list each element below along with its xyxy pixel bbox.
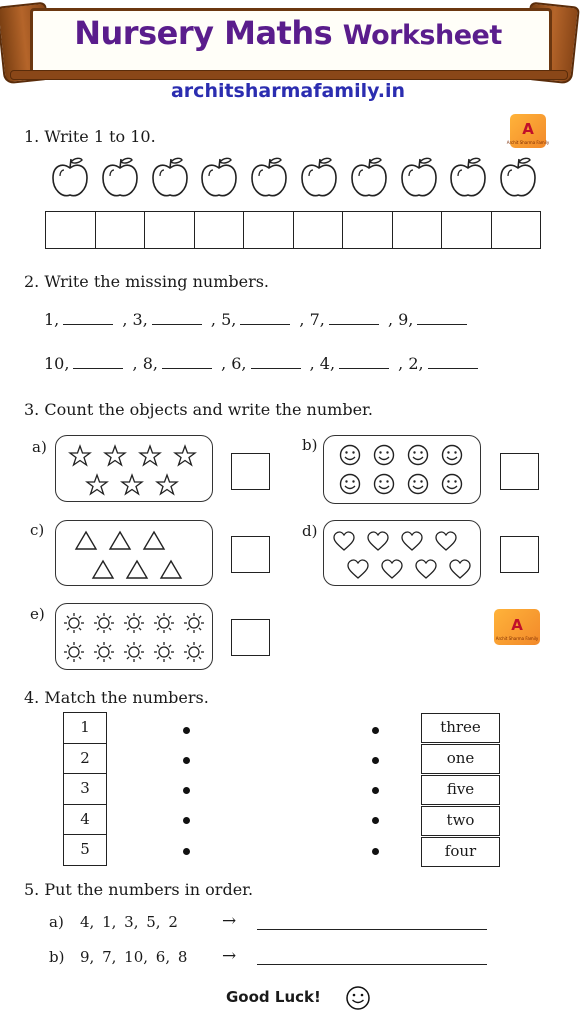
- match-dot[interactable]: [372, 817, 379, 824]
- star-icon: [139, 445, 161, 467]
- number-box[interactable]: [492, 212, 541, 248]
- blank-line: [417, 312, 467, 325]
- title-small: Worksheet: [342, 20, 502, 51]
- seq-number: , 2,: [398, 354, 424, 373]
- seq-number: , 6,: [221, 354, 247, 373]
- match-dot[interactable]: [183, 848, 190, 855]
- star-icon: [121, 474, 143, 496]
- seq-number: , 7,: [299, 310, 325, 329]
- blank-line: [240, 312, 290, 325]
- svg-text:A: A: [511, 616, 523, 634]
- sequence-row-1: [44, 310, 471, 329]
- heart-icon: [347, 559, 369, 581]
- smiley-icon: [339, 444, 361, 466]
- number-cell: 2: [64, 744, 106, 775]
- star-icon: [156, 474, 178, 496]
- answer-box-e[interactable]: [231, 619, 270, 656]
- smiley-icon: [407, 444, 429, 466]
- apple-icon: [150, 156, 190, 200]
- apple-icon: [448, 156, 488, 200]
- answer-box-d[interactable]: [500, 536, 539, 573]
- answer-line-a[interactable]: [257, 929, 487, 930]
- brand-logo-icon: [494, 609, 540, 645]
- sun-icon: [123, 612, 145, 634]
- sun-icon: [93, 612, 115, 634]
- heart-icon: [333, 531, 355, 553]
- smiley-icon: [407, 473, 429, 495]
- match-dot[interactable]: [372, 848, 379, 855]
- match-dot[interactable]: [183, 757, 190, 764]
- apple-icon: [199, 156, 239, 200]
- order-b-label: b): [49, 948, 65, 966]
- match-dot[interactable]: [372, 727, 379, 734]
- blank-line: [63, 312, 113, 325]
- apple-icon: [249, 156, 289, 200]
- item-b-label: b): [302, 436, 318, 454]
- star-icon: [104, 445, 126, 467]
- arrow-icon: →: [222, 911, 237, 931]
- seq-number: , 5,: [210, 310, 237, 329]
- apple-icon: [498, 156, 538, 200]
- website-link[interactable]: architsharmafamily.in: [170, 80, 406, 102]
- match-dot[interactable]: [183, 817, 190, 824]
- item-c-label: c): [30, 521, 45, 539]
- smiley-icon: [373, 444, 395, 466]
- sequence-row-2: [44, 354, 482, 373]
- triangle-icon: [160, 559, 182, 581]
- item-a-label: a): [32, 438, 47, 456]
- sun-icon: [63, 641, 85, 663]
- triangle-icon: [143, 530, 165, 552]
- blank-line: [329, 312, 379, 325]
- apple-icon: [50, 156, 90, 200]
- smiley-icon: [339, 473, 361, 495]
- star-icon: [174, 445, 196, 467]
- number-cell: 1: [64, 713, 106, 744]
- blank-line: [73, 356, 123, 369]
- number-box[interactable]: [244, 212, 294, 248]
- brand-logo-icon: [506, 114, 550, 148]
- answer-line-b[interactable]: [257, 964, 487, 965]
- sun-icon: [183, 641, 205, 663]
- order-a-label: a): [49, 913, 64, 931]
- svg-text:A: A: [522, 120, 534, 138]
- smiley-icon: [441, 444, 463, 466]
- number-box[interactable]: [96, 212, 146, 248]
- item-d-label: d): [302, 522, 318, 540]
- heart-icon: [381, 559, 403, 581]
- smiley-icon: [345, 985, 371, 1011]
- question-3-title: 3. Count the objects and write the number.: [24, 400, 374, 419]
- seq-number: 10,: [44, 354, 70, 373]
- match-dot[interactable]: [183, 727, 190, 734]
- number-box[interactable]: [294, 212, 344, 248]
- order-a-sequence: 4, 1, 3, 5, 2: [80, 913, 178, 931]
- match-dot[interactable]: [372, 787, 379, 794]
- sun-icon: [63, 612, 85, 634]
- number-box[interactable]: [393, 212, 443, 248]
- number-cell: 5: [80, 840, 90, 858]
- order-b-sequence: 9, 7, 10, 6, 8: [80, 948, 188, 966]
- match-dot[interactable]: [372, 757, 379, 764]
- seq-number: , 4,: [309, 354, 336, 373]
- title-main: Nursery Maths: [74, 14, 333, 52]
- number-box[interactable]: [145, 212, 195, 248]
- blank-line: [339, 356, 389, 369]
- good-luck-text: Good Luck!: [226, 988, 321, 1006]
- heart-icon: [449, 559, 471, 581]
- question-4-title: 4. Match the numbers.: [24, 688, 209, 707]
- number-cell: 3: [64, 774, 106, 805]
- seq-number: 1,: [44, 310, 60, 329]
- apple-icon: [349, 156, 389, 200]
- answer-box-row: [45, 211, 541, 249]
- word-cell: five: [421, 775, 500, 805]
- sun-icon: [123, 641, 145, 663]
- question-2-title: 2. Write the missing numbers.: [24, 272, 270, 291]
- arrow-icon: →: [222, 946, 237, 966]
- page-title: [30, 14, 546, 52]
- smiley-icon: [441, 473, 463, 495]
- blank-line: [162, 356, 212, 369]
- smiley-icon: [373, 473, 395, 495]
- blank-line: [251, 356, 301, 369]
- triangle-icon: [126, 559, 148, 581]
- number-cell: 4: [64, 805, 106, 836]
- answer-box-b[interactable]: [500, 453, 539, 490]
- triangle-icon: [92, 559, 114, 581]
- word-cell: four: [421, 837, 500, 867]
- banner-beam: [10, 70, 568, 80]
- answer-box-a[interactable]: [231, 453, 270, 490]
- svg-text:Archit Sharma Family: Archit Sharma Family: [495, 636, 539, 641]
- star-icon: [69, 445, 91, 467]
- match-dot[interactable]: [183, 787, 190, 794]
- heart-icon: [435, 531, 457, 553]
- number-box[interactable]: [195, 212, 245, 248]
- triangle-icon: [75, 530, 97, 552]
- word-table: [421, 713, 500, 868]
- heart-icon: [367, 531, 389, 553]
- star-icon: [86, 474, 108, 496]
- seq-number: , 9,: [387, 310, 414, 329]
- triangle-icon: [109, 530, 131, 552]
- question-5-title: 5. Put the numbers in order.: [24, 880, 254, 899]
- sun-icon: [153, 641, 175, 663]
- word-cell: one: [421, 744, 500, 774]
- apple-icon: [399, 156, 439, 200]
- blank-line: [428, 356, 478, 369]
- sun-icon: [93, 641, 115, 663]
- question-1-title: 1. Write 1 to 10.: [24, 127, 156, 146]
- seq-number: , 8,: [132, 354, 158, 373]
- apple-icon: [100, 156, 140, 200]
- item-e-label: e): [30, 605, 45, 623]
- heart-icon: [401, 531, 423, 553]
- number-box[interactable]: [343, 212, 393, 248]
- blank-line: [152, 312, 202, 325]
- apple-icon: [299, 156, 339, 200]
- answer-box-c[interactable]: [231, 536, 270, 573]
- sun-icon: [153, 612, 175, 634]
- number-box[interactable]: [46, 212, 96, 248]
- sun-icon: [183, 612, 205, 634]
- word-cell: two: [421, 806, 500, 836]
- number-box[interactable]: [442, 212, 492, 248]
- number-table: [63, 712, 107, 866]
- seq-number: , 3,: [122, 310, 148, 329]
- word-cell: three: [421, 713, 500, 743]
- heart-icon: [415, 559, 437, 581]
- svg-text:Archit Sharma Family: Archit Sharma Family: [506, 140, 550, 145]
